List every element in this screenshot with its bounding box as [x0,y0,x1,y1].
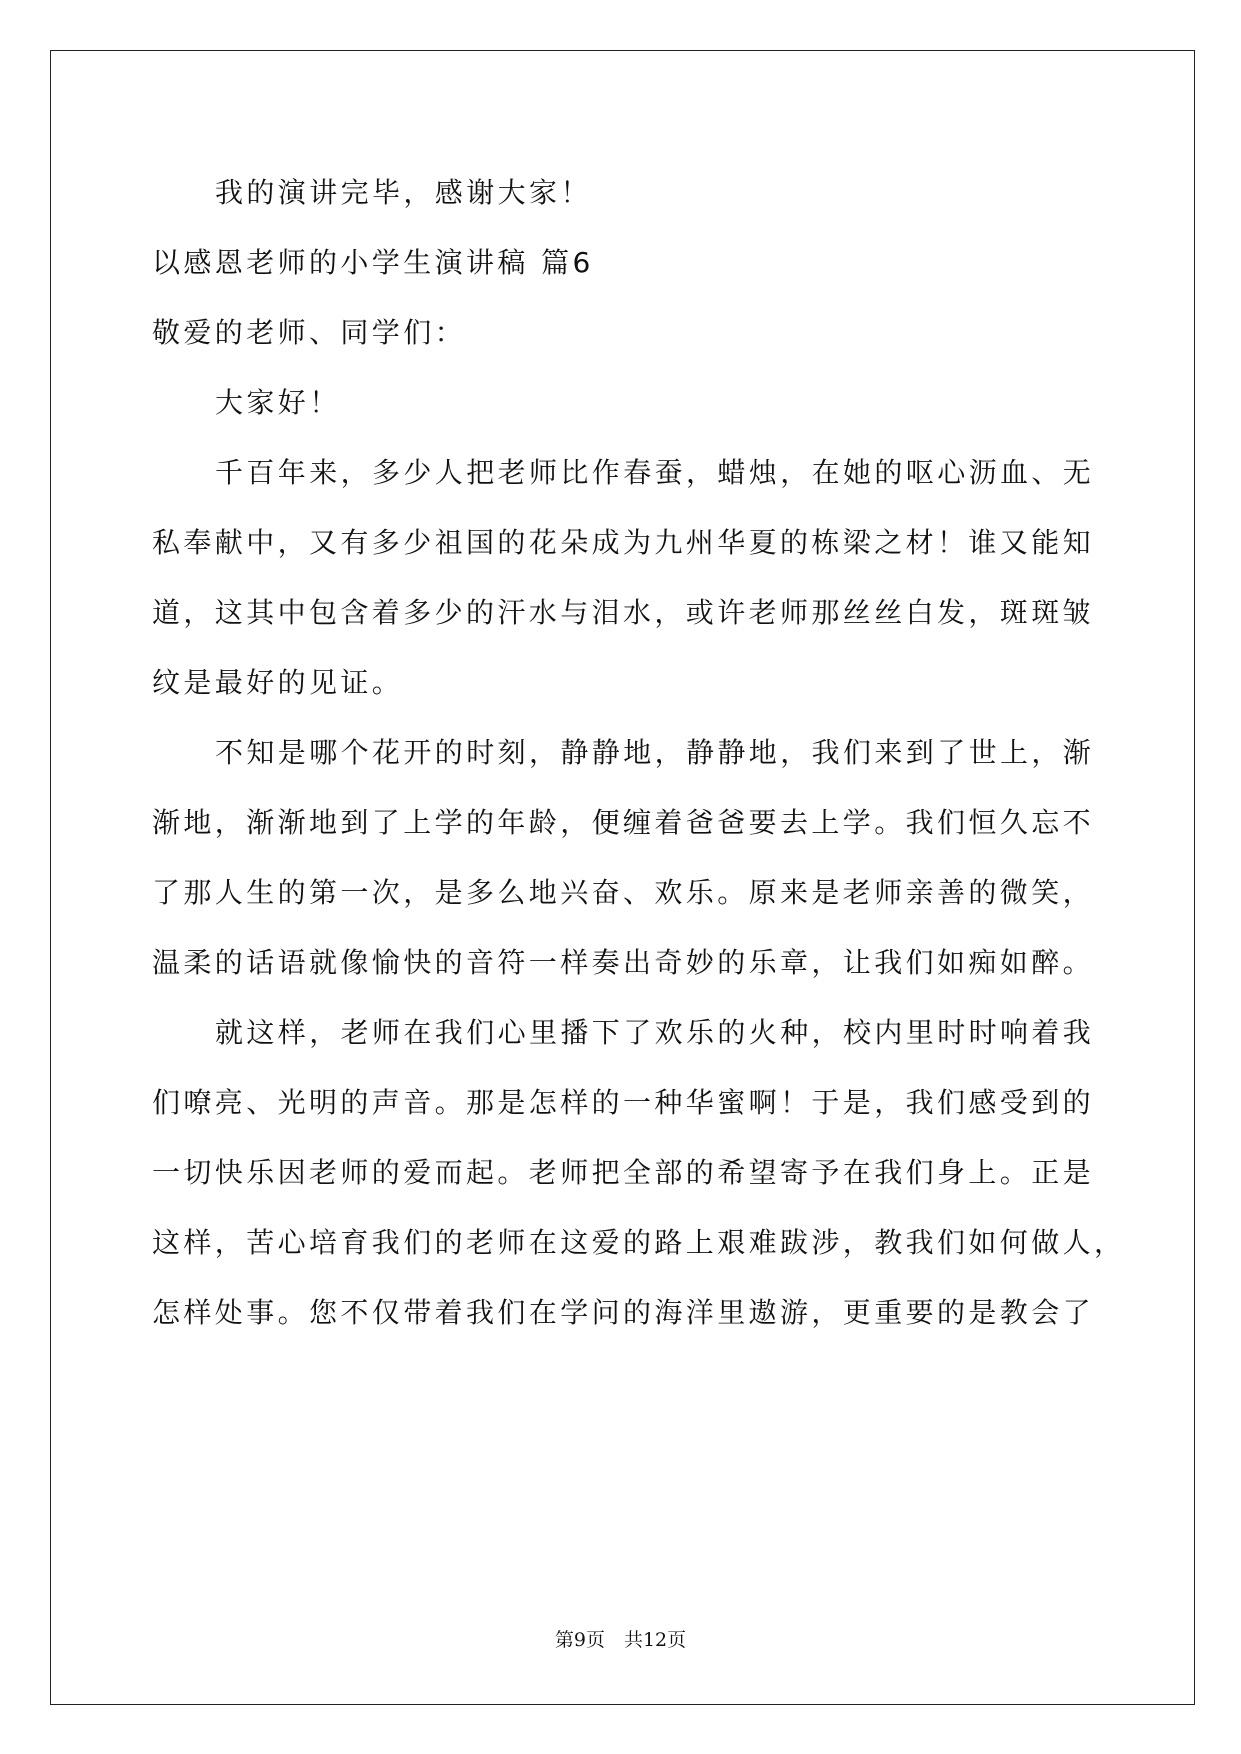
paragraph-3-line-3: 一切快乐因老师的爱而起。老师把全部的希望寄予在我们身上。正是 [152,1156,1095,1189]
section-title: 以感恩老师的小学生演讲稿 篇6 [152,246,594,279]
paragraph-1-line-2: 私奉献中，又有多少祖国的花朵成为九州华夏的栋梁之材！谁又能知 [152,526,1095,559]
paragraph-3-line-2: 们嘹亮、光明的声音。那是怎样的一种华蜜啊！于是，我们感受到的 [152,1086,1095,1119]
paragraph-1-line-3: 道，这其中包含着多少的汗水与泪水，或许老师那丝丝白发，斑斑皱 [152,596,1095,629]
closing-line: 我的演讲完毕，感谢大家！ [215,176,592,209]
paragraph-1-line-1: 千百年来，多少人把老师比作春蚕，蜡烛，在她的呕心沥血、无 [215,456,1095,489]
paragraph-2-line-2: 渐地，渐渐地到了上学的年龄，便缠着爸爸要去上学。我们恒久忘不 [152,806,1095,839]
greeting: 大家好！ [215,386,341,419]
paragraph-2-line-3: 了那人生的第一次，是多么地兴奋、欢乐。原来是老师亲善的微笑， [152,876,1095,909]
paragraph-3-line-4: 这样，苦心培育我们的老师在这爱的路上艰难跋涉，教我们如何做人， [152,1226,1126,1259]
paragraph-3-line-5: 怎样处事。您不仅带着我们在学问的海洋里遨游，更重要的是教会了 [152,1296,1095,1329]
paragraph-2-line-1: 不知是哪个花开的时刻，静静地，静静地，我们来到了世上，渐 [215,736,1095,769]
salutation: 敬爱的老师、同学们： [152,316,467,349]
paragraph-2-line-4: 温柔的话语就像愉快的音符一样奏出奇妙的乐章，让我们如痴如醉。 [152,946,1095,979]
paragraph-1-line-4: 纹是最好的见证。 [152,666,404,699]
page-number: 第9页 共12页 [554,1629,687,1651]
paragraph-3-line-1: 就这样，老师在我们心里播下了欢乐的火种，校内里时时响着我 [215,1016,1095,1049]
